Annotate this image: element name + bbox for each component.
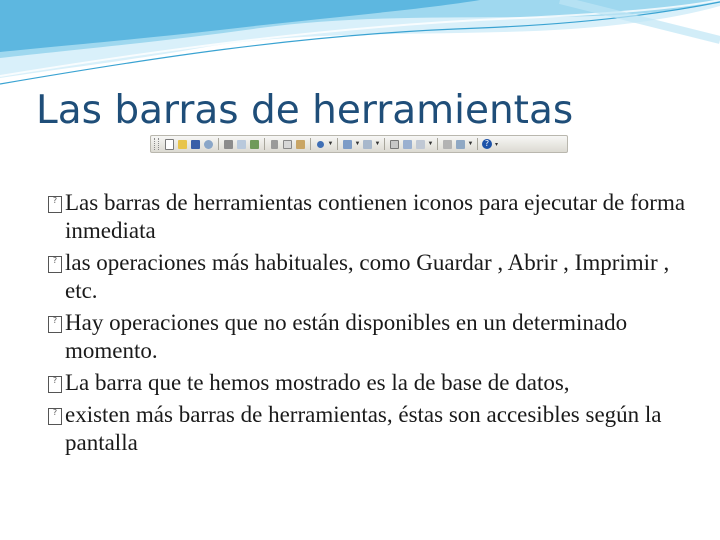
toolbar-separator — [310, 138, 311, 150]
bullet-glyph: ? — [48, 196, 62, 213]
table-icon — [415, 138, 426, 150]
list-item — [48, 401, 698, 457]
slide-title: Las barras de herramientas — [36, 88, 574, 133]
paste-icon — [295, 138, 306, 150]
list-item-text: Hay operaciones que no están disponibles en un determinado momento. — [65, 310, 628, 363]
toolbar-separator — [384, 138, 385, 150]
properties-icon — [362, 138, 373, 150]
undo-icon — [315, 138, 326, 150]
toolbar-separator — [437, 138, 438, 150]
relationships-icon — [389, 138, 400, 150]
bullet-glyph: ? — [48, 376, 62, 393]
search-icon — [203, 138, 214, 150]
cut-icon — [269, 138, 280, 150]
bullet-glyph: ? — [48, 256, 62, 273]
toolbar-separator — [477, 138, 478, 150]
new-icon — [164, 138, 175, 150]
new-object-icon — [402, 138, 413, 150]
chevron-down-icon: ▼ — [427, 141, 434, 147]
open-icon — [177, 138, 188, 150]
spelling-icon — [249, 138, 260, 150]
bullet-list — [48, 189, 698, 461]
list-item — [48, 309, 698, 365]
chevron-down-icon: ▼ — [467, 141, 474, 147]
copy-icon — [282, 138, 293, 150]
chevron-down-icon: ▼ — [327, 141, 334, 147]
list-item-text: La barra que te hemos mostrado es la de base de datos, — [65, 370, 570, 395]
bullet-glyph: ? — [48, 316, 62, 333]
toolbar-separator — [264, 138, 265, 150]
print-preview-icon — [236, 138, 247, 150]
form-icon — [442, 138, 453, 150]
toolbar-grip — [154, 138, 159, 150]
chevron-down-icon: ▾ — [494, 141, 498, 148]
chevron-down-icon: ▼ — [354, 141, 361, 147]
list-item-text: Las barras de herramientas contienen iconos para ejecutar de forma inmediata — [65, 190, 686, 243]
decorative-wave-header — [0, 0, 720, 90]
list-item-text: las operaciones más habituales, como Guardar , Abrir , Imprimir , etc. — [65, 250, 670, 303]
list-item-text: existen más barras de herramientas, éstas son accesibles según la pantalla — [65, 402, 662, 455]
list-item — [48, 369, 698, 397]
list-item — [48, 249, 698, 305]
toolbar-separator — [337, 138, 338, 150]
list-item — [48, 189, 698, 245]
report-icon — [455, 138, 466, 150]
database-toolbar-image — [150, 135, 568, 153]
help-icon: ? — [482, 139, 492, 149]
save-icon — [190, 138, 201, 150]
print-icon — [223, 138, 234, 150]
toolbar-separator — [218, 138, 219, 150]
chevron-down-icon: ▼ — [374, 141, 381, 147]
bullet-glyph: ? — [48, 408, 62, 425]
hyperlink-icon — [342, 138, 353, 150]
